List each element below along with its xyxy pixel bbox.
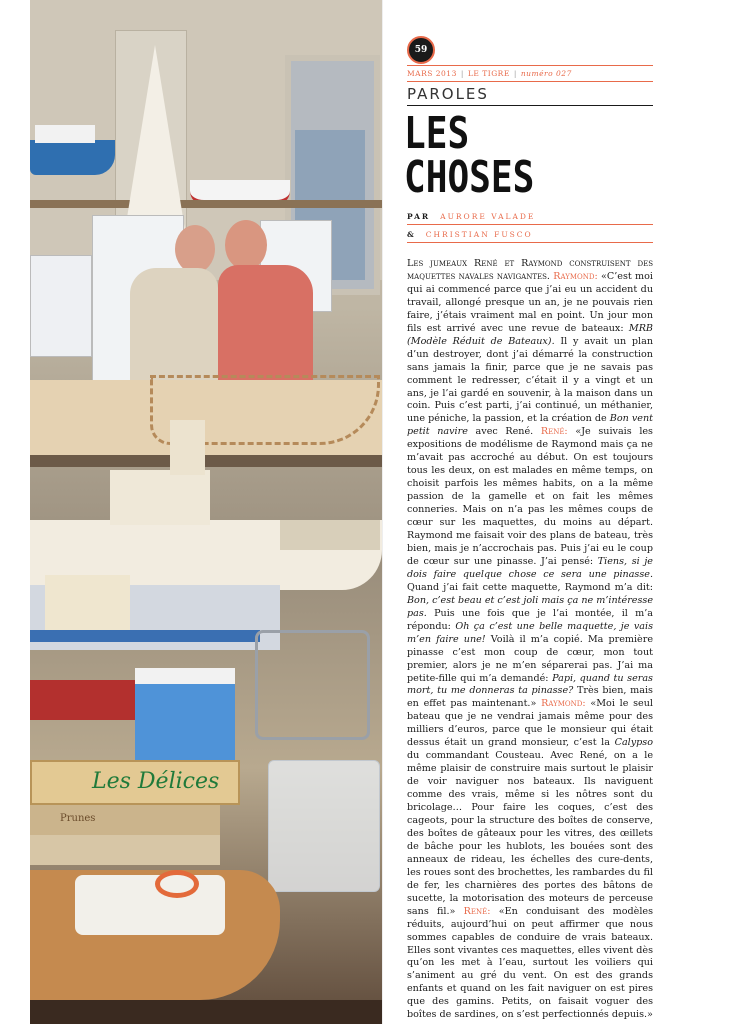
paragraph-2b: Quand j’ai fait cette maquette, Raymond m’a dit: <box>407 581 653 593</box>
title-line-2: CHOSES <box>404 152 535 203</box>
author-1: AURORE VALADE <box>440 212 536 221</box>
issue-number: numéro 027 <box>520 69 572 78</box>
page-number: 59 <box>407 36 435 64</box>
page-gutter <box>382 0 383 1024</box>
paragraph-2-em2: Bon, c’est beau et c’est joli mais ça ne m’intéresse pas. <box>407 594 653 619</box>
byline-author-1 <box>407 212 653 225</box>
speaker-raymond: Raymond: <box>553 270 598 282</box>
speaker-raymond-2: Raymond: <box>541 698 586 710</box>
byline-prefix: PAR <box>407 212 431 221</box>
paragraph-2: «Je suivais les expositions de modélisme de Raymond mais ça ne m’avait pas accroché au début. On est toujours tous les deux, on est malades en même temps, on choisit parfois les mêmes habits, on a la même passion de la gamelle et on fait les mêmes conneries. Mais on n’a pas les mêmes coups de cœur sur les maquettes, du moins au départ. Raymond me faisait voir des plans de bateau, très bien, mais je n’accrochais pas. Puis j’ai eu le coup de cœur sur une pinasse. J’ai pensé: <box>407 426 653 567</box>
section-heading: PAROLES <box>407 85 653 106</box>
paragraph-1c: avec René. <box>467 426 534 438</box>
byline-amp: & <box>407 230 416 239</box>
paragraph-2e: Très bien, mais en effet pas maintenant.» <box>407 685 653 710</box>
crate-label: Les Délices <box>30 760 240 805</box>
paragraph-1-em2: Bon vent petit navire <box>407 413 653 438</box>
paragraph-3b: du commandant Cousteau. Avec René, on a le même plaisir de construire mais surtout le plaisir de voir naviguer nos bateaux. Ils naviguent comme des vrais, même si les nôtres sont du bricolage… Pour faire les coques, c’est des cageots, pour la structure des boîtes de conserve, des boîtes de gâteaux pour les vitres, des œillets de bâche pour les hublots, les bouées sont des anneaux de rideau, les échelles des cure-dents, les roues sont des brochettes, les rambardes du fil de fer, les charnières des portes des bâtons de sucette, la motorisation des moteurs de perceuse sans fil.» <box>407 750 653 917</box>
box-label: Prunes <box>30 805 220 835</box>
article-title <box>404 108 609 203</box>
paragraph-3: «Moi le seul bateau que je ne vendrai jamais même pour des milliers d’euros, parce que le monsieur qui était dessus était un grand monsieur, c’est la <box>407 698 653 749</box>
paragraph-1-em: MRB (Modèle Réduit de Bateaux) <box>407 322 653 347</box>
byline-author-2 <box>407 230 653 243</box>
magazine-name: LE TIGRE <box>467 69 510 78</box>
paragraph-1: «C’est moi qui ai commencé parce que j’ai eu un accident du travail, allongé presque un an, je ne pouvais rien faire, j’étais vraiment mal en point. Un jour mon fils est arrivé avec une revue de bateaux: <box>407 270 653 334</box>
paragraph-4: «En conduisant des modèles réduits, aujourd’hui on peut affirmer que nous sommes capables de conduire de vrais bateaux. Elles sont vivantes ces maquettes, elles vivent dès qu’on les met à l’eau, surtout les voiliers qui s’animent au gré du vent. On est des grands enfants et quand on les fait naviguer on est pires que des gamins. Petits, on faisait voguer des boîtes de sardines, on s’est perfectionnés depuis.» <box>407 905 653 1021</box>
feature-photo <box>30 0 382 1024</box>
title-line-1: LES <box>404 108 470 159</box>
paragraph-2d: Voilà il m’a copié. Ma première pinasse c’est mon coup de cœur, mon tout premier, alors je ne m’en séparerai pas. J’ai ma petite-fille qui m’a demandé: <box>407 633 653 684</box>
paragraph-2-em3: Oh ça c’est une belle maquette, je vais m’en faire une! <box>407 620 653 645</box>
author-2: CHRISTIAN FUSCO <box>425 230 533 239</box>
issue-date: MARS 2013 <box>407 69 457 78</box>
paragraph-1b: . Il y avait un plan d’un destroyer, dont j’ai démarré la construction sans jamais la finir, parce que je ne savais pas comment le redresser, c’était il y a vingt et un ans, je l’ai gardé en souvenir, à la maison dans un coin. Puis c’est parti, j’ai continué, un méthanier, une péniche, la passion, et la création de <box>407 335 654 425</box>
issue-meta: MARS 2013 | LE TIGRE | numéro 027 <box>407 65 653 82</box>
paragraph-2-em: Tiens, si je dois faire quelque chose ce sera une pinasse. <box>407 555 653 580</box>
speaker-rene: René: <box>540 426 568 438</box>
speaker-rene-2: René: <box>463 905 491 917</box>
article-lead: Les jumeaux René et Raymond construisent des maquettes navales navigantes. <box>407 258 653 282</box>
paragraph-2-em4: Papi, quand tu seras mort, tu me donneras ta pinasse? <box>407 672 653 697</box>
paragraph-2c: Puis une fois que je l’ai montée, il m’a répondu: <box>407 607 653 632</box>
paragraph-3-em: Calypso <box>614 737 653 749</box>
article-body <box>407 258 653 1022</box>
